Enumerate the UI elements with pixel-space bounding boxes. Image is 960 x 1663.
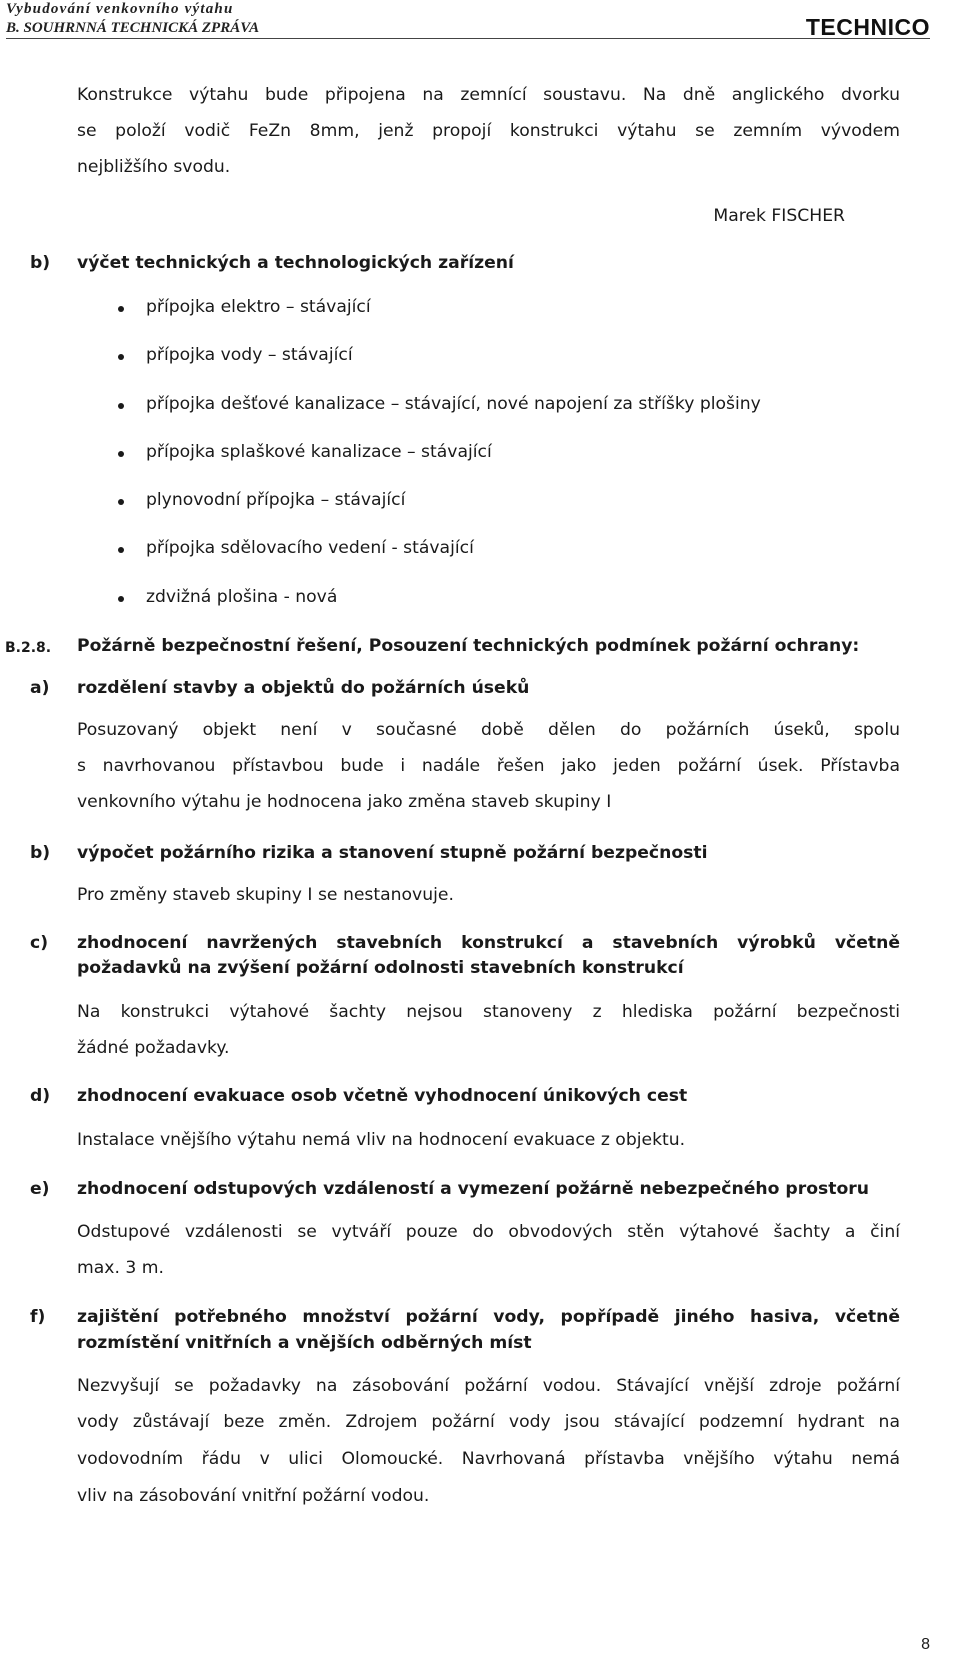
subsection-body-line: Pro změny staveb skupiny I se nestanovuje. bbox=[77, 885, 454, 905]
intro-line: se položí vodič FeZn 8mm, jenž propojí konstrukci výtahu se zemním vývodem bbox=[77, 121, 900, 141]
bullet-icon bbox=[118, 451, 124, 457]
intro-line: nejbližšího svodu. bbox=[77, 157, 231, 177]
subsection-body-line: s navrhovanou přístavbou bude i nadále řešen jako jeden požární úsek. Přístavba bbox=[77, 756, 900, 776]
subsection-body-line: Na konstrukci výtahové šachty nejsou stanoveny z hlediska požární bezpečnosti bbox=[77, 1002, 900, 1022]
author-name: Marek FISCHER bbox=[713, 206, 845, 226]
subsection-body-line: vliv na zásobování vnitřní požární vodou. bbox=[77, 1486, 430, 1506]
bullet-icon bbox=[118, 306, 124, 312]
subsection-heading: zhodnocení evakuace osob včetně vyhodnocení únikových cest bbox=[77, 1086, 688, 1106]
subsection-heading: zajištění potřebného množství požární vody, popřípadě jiného hasiva, včetně bbox=[77, 1307, 900, 1327]
list-item: přípojka elektro – stávající bbox=[146, 297, 371, 317]
bullet-icon bbox=[118, 354, 124, 360]
subsection-marker: e) bbox=[30, 1179, 50, 1199]
section-number: B.2.8. bbox=[5, 640, 52, 656]
list-item: přípojka splaškové kanalizace – stávající bbox=[146, 442, 492, 462]
subsection-heading: zhodnocení odstupových vzdáleností a vymezení požárně nebezpečného prostoru bbox=[77, 1179, 869, 1199]
subsection-body-line: Odstupové vzdálenosti se vytváří pouze do obvodových stěn výtahové šachty a činí bbox=[77, 1222, 900, 1242]
subsection-body-line: Posuzovaný objekt není v současné době dělen do požárních úseků, spolu bbox=[77, 720, 900, 740]
bullet-icon bbox=[118, 403, 124, 409]
bullet-icon bbox=[118, 596, 124, 602]
subsection-body-line: žádné požadavky. bbox=[77, 1038, 230, 1058]
subsection-body-line: vodovodním řádu v ulici Olomoucké. Navrhovaná přístavba vnějšího výtahu nemá bbox=[77, 1449, 900, 1469]
list-item: přípojka dešťové kanalizace – stávající, nové napojení za stříšky plošiny bbox=[146, 394, 761, 414]
subsection-marker: d) bbox=[30, 1086, 51, 1106]
subsection-body-line: vody zůstávají beze změn. Zdrojem požární vody jsou stávající podzemní hydrant na bbox=[77, 1412, 900, 1432]
list-item: přípojka sdělovacího vedení - stávající bbox=[146, 538, 474, 558]
section-title: Požárně bezpečnostní řešení, Posouzení technických podmínek požární ochrany: bbox=[77, 636, 860, 656]
subsection-body-line: venkovního výtahu je hodnocena jako změna staveb skupiny I bbox=[77, 792, 612, 812]
subsection-body-line: max. 3 m. bbox=[77, 1258, 164, 1278]
subsection-marker: a) bbox=[30, 678, 50, 698]
subsection-heading: požadavků na zvýšení požární odolnosti stavebních konstrukcí bbox=[77, 958, 684, 978]
bullet-icon bbox=[118, 547, 124, 553]
subsection-body-line: Instalace vnějšího výtahu nemá vliv na hodnocení evakuace z objektu. bbox=[77, 1130, 686, 1150]
header-divider bbox=[6, 38, 930, 39]
list-marker: b) bbox=[30, 253, 51, 273]
page-number: 8 bbox=[921, 1636, 930, 1653]
list-item: plynovodní přípojka – stávající bbox=[146, 490, 406, 510]
subsection-body-line: Nezvyšují se požadavky na zásobování požární vodou. Stávající vnější zdroje požární bbox=[77, 1376, 900, 1396]
intro-line: Konstrukce výtahu bude připojena na zemnící soustavu. Na dně anglického dvorku bbox=[77, 85, 900, 105]
list-item: přípojka vody – stávající bbox=[146, 345, 353, 365]
subsection-marker: c) bbox=[30, 933, 49, 953]
subsection-heading: rozdělení stavby a objektů do požárních úseků bbox=[77, 678, 530, 698]
subsection-heading: výpočet požárního rizika a stanovení stupně požární bezpečnosti bbox=[77, 843, 708, 863]
document-section-title: B. SOUHRNNÁ TECHNICKÁ ZPRÁVA bbox=[6, 20, 260, 36]
subsection-heading: rozmístění vnitřních a vnějších odběrných míst bbox=[77, 1333, 532, 1353]
bullet-icon bbox=[118, 499, 124, 505]
company-logo: TECHNICO bbox=[805, 14, 930, 40]
document-title: Vybudování venkovního výtahu bbox=[6, 1, 234, 17]
list-heading: výčet technických a technologických zařízení bbox=[77, 253, 514, 273]
subsection-heading: zhodnocení navržených stavebních konstrukcí a stavebních výrobků včetně bbox=[77, 933, 900, 953]
list-item: zdvižná plošina - nová bbox=[146, 587, 338, 607]
subsection-marker: b) bbox=[30, 843, 51, 863]
subsection-marker: f) bbox=[30, 1307, 46, 1327]
